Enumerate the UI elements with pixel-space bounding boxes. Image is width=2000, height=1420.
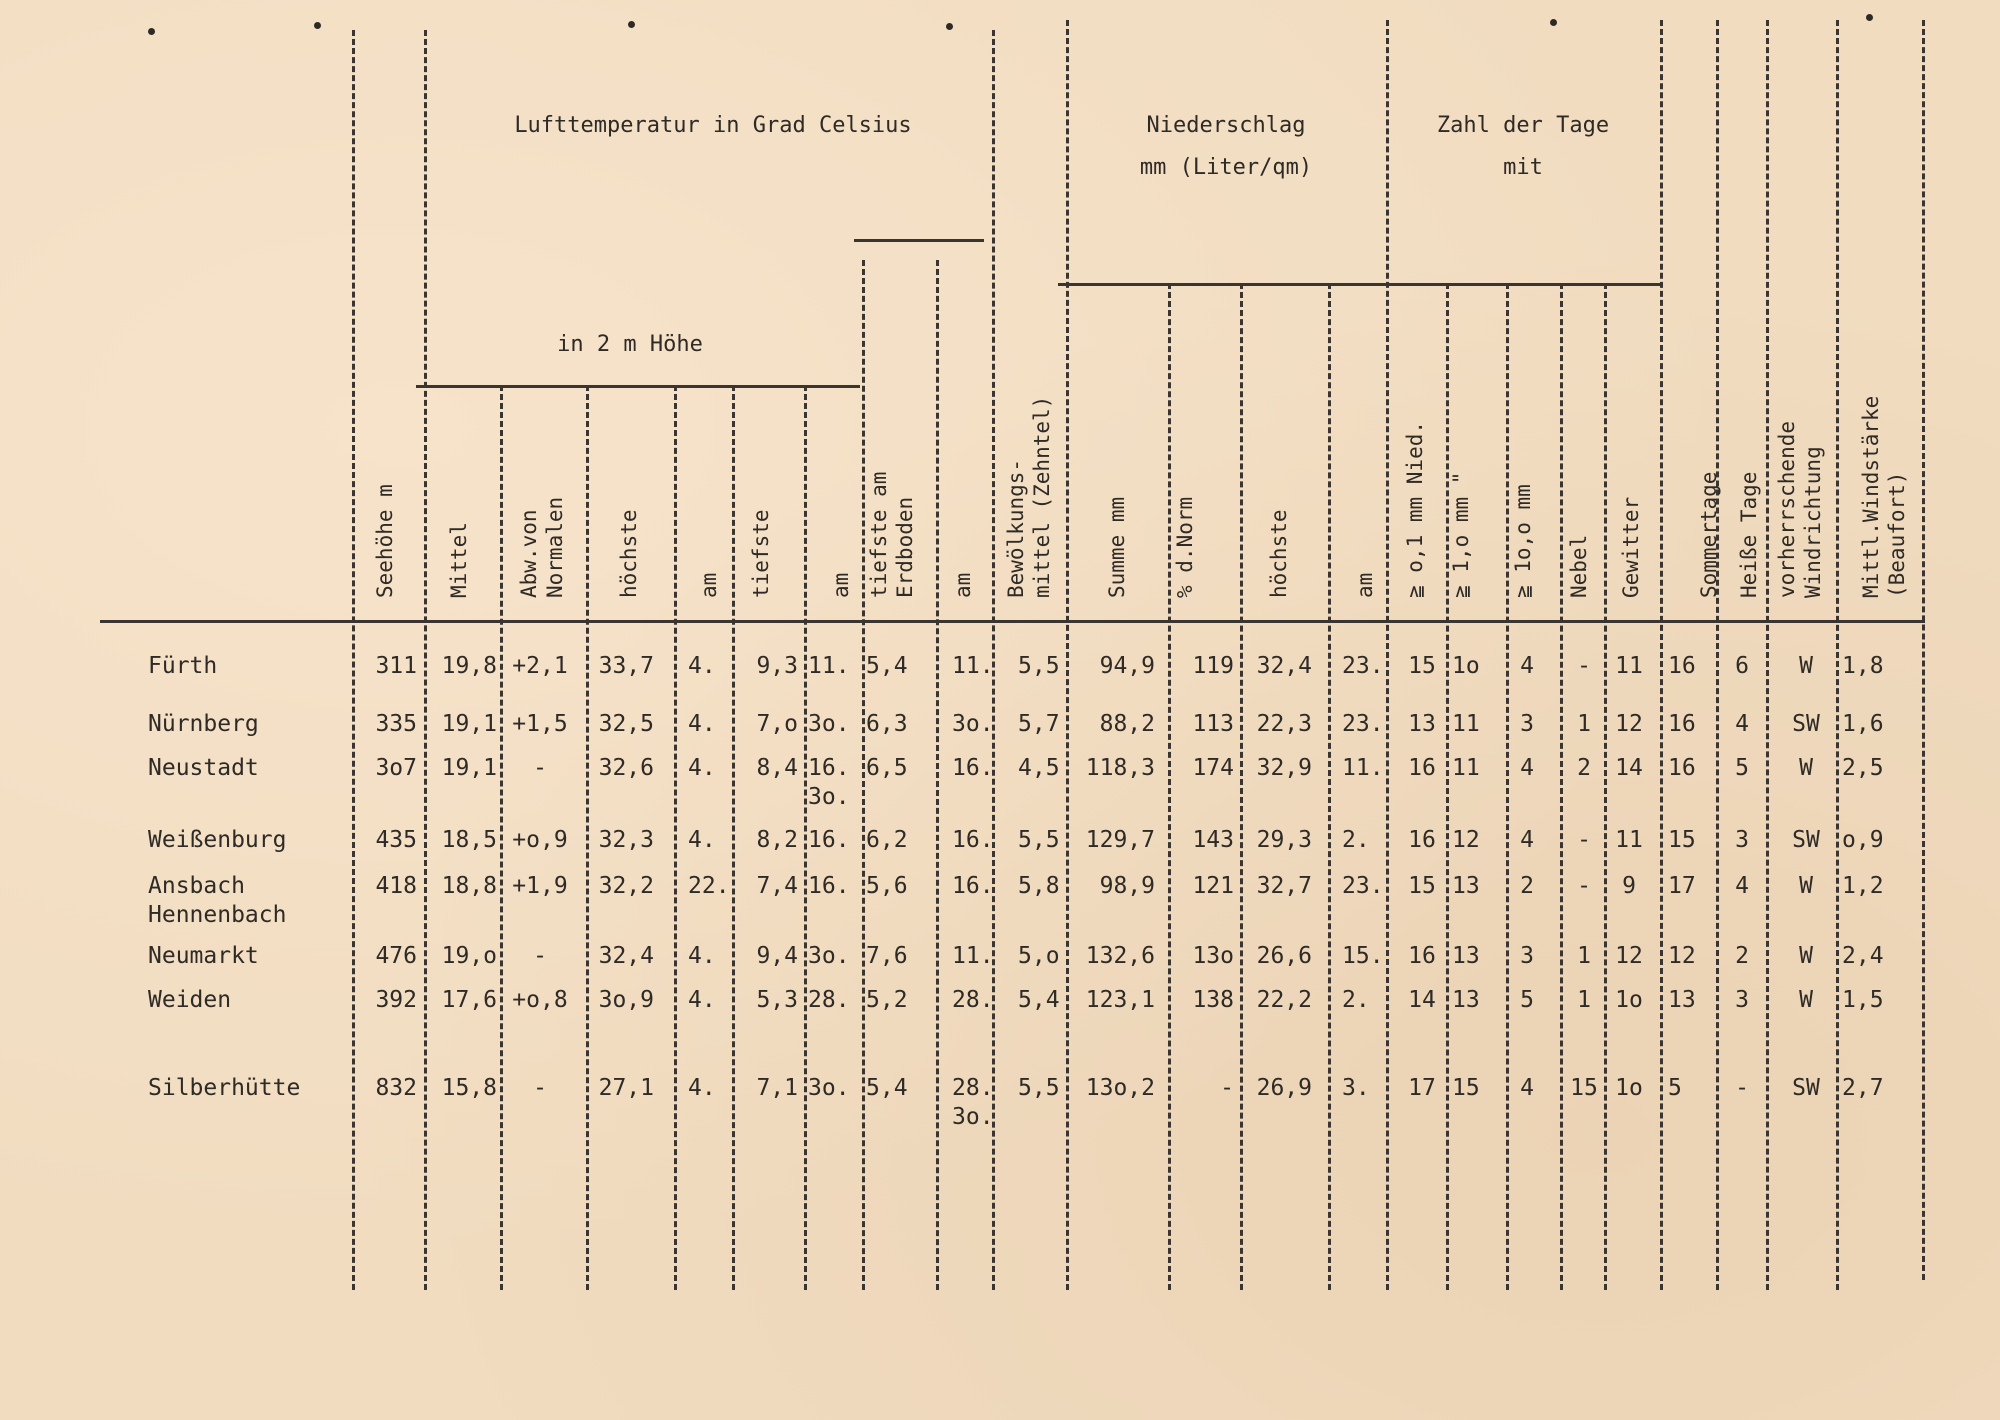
column-rule: [352, 30, 355, 1290]
table-cell: 1o: [1452, 653, 1480, 679]
table-cell: 174: [1192, 755, 1234, 781]
table-cell: 16: [1668, 711, 1696, 737]
table-cell: 5,o: [1018, 943, 1060, 969]
table-cell: 6: [1735, 653, 1749, 679]
table-cell: +o,8: [512, 987, 568, 1013]
table-cell: 119: [1192, 653, 1234, 679]
table-cell: -: [1220, 1075, 1234, 1101]
table-cell: 13: [1452, 943, 1480, 969]
table-cell: 7,6: [866, 943, 908, 969]
table-cell: 4: [1520, 827, 1534, 853]
table-cell: 3: [1735, 987, 1749, 1013]
column-rule: [1328, 283, 1331, 1290]
table-cell: 13o: [1192, 943, 1234, 969]
table-cell: 1,8: [1842, 653, 1884, 679]
table-cell: 3o.: [808, 711, 850, 737]
table-cell: 6,5: [866, 755, 908, 781]
table-cell: 16: [1408, 827, 1436, 853]
table-cell: 5: [1668, 1075, 1682, 1101]
column-header-label: Bewölkungs-: [1004, 458, 1028, 598]
ink-dot: [148, 28, 155, 35]
column-header-label: am: [829, 572, 853, 598]
table-cell: 5,2: [866, 987, 908, 1013]
table-cell: 12: [1452, 827, 1480, 853]
column-header-label: vorherrschende: [1775, 420, 1799, 598]
column-rule: [1766, 20, 1769, 1290]
table-cell: 13: [1668, 987, 1696, 1013]
station-name-line: Neustadt: [148, 755, 259, 781]
table-cell: 17,6: [441, 987, 497, 1013]
station-name-line: Hennenbach: [148, 902, 287, 928]
column-rule: [1066, 20, 1069, 1290]
table-cell: 311: [375, 653, 417, 679]
table-cell: 19,8: [441, 653, 497, 679]
erdboden-rule: [854, 239, 984, 242]
table-cell: 5,7: [1018, 711, 1060, 737]
table-cell: 138: [1192, 987, 1234, 1013]
column-header-label: (Beaufort): [1885, 471, 1909, 598]
column-header-label: tiefste am: [867, 471, 891, 598]
column-header-label: am: [1353, 572, 1377, 598]
table-cell: 13: [1408, 711, 1436, 737]
table-cell: -: [1577, 827, 1591, 853]
station-name-line: Neumarkt: [148, 943, 259, 969]
group-header-niederschlag: Niederschlag: [1146, 113, 1306, 138]
station-name: [148, 942, 259, 971]
column-header-label: Mittl.Windstärke: [1859, 395, 1883, 598]
table-cell: 5,4: [866, 1075, 908, 1101]
column-rule: [804, 385, 807, 1290]
table-cell: 15: [1570, 1075, 1598, 1101]
table-cell: 98,9: [1099, 873, 1155, 899]
table-cell: 18,5: [441, 827, 497, 853]
table-cell: 4: [1520, 653, 1534, 679]
column-rule: [674, 385, 677, 1290]
hoehe-rule: [416, 385, 860, 388]
table-cell: 113: [1192, 711, 1234, 737]
column-header-label: mittel (Zehntel): [1030, 395, 1054, 598]
table-cell: 5,4: [1018, 987, 1060, 1013]
table-cell: 16. 3o.: [808, 755, 850, 810]
table-cell: 32,9: [1256, 755, 1312, 781]
column-header-label: Normalen: [543, 496, 567, 598]
station-name: [148, 710, 259, 739]
table-cell: 4: [1520, 755, 1534, 781]
table-cell: 26,6: [1256, 943, 1312, 969]
column-header-label: Seehöhe m: [373, 484, 397, 598]
table-cell: 16.: [808, 873, 850, 899]
table-cell: 1,6: [1842, 711, 1884, 737]
table-cell: 8,2: [756, 827, 798, 853]
table-cell: 9,3: [756, 653, 798, 679]
table-cell: 32,5: [598, 711, 654, 737]
station-name: [148, 986, 231, 1015]
table-cell: 4: [1735, 873, 1749, 899]
table-cell: 3: [1520, 943, 1534, 969]
table-cell: 28.: [808, 987, 850, 1013]
table-cell: 6,2: [866, 827, 908, 853]
table-cell: 32,6: [598, 755, 654, 781]
table-cell: 335: [375, 711, 417, 737]
table-cell: 4: [1735, 711, 1749, 737]
table-cell: 7,1: [756, 1075, 798, 1101]
column-rule: [1922, 20, 1925, 1280]
table-cell: 13: [1452, 873, 1480, 899]
column-header-label: Mittel: [447, 522, 471, 598]
table-cell: 7,o: [756, 711, 798, 737]
table-cell: 14: [1408, 987, 1436, 1013]
column-header-label: % d.Norm: [1173, 496, 1197, 598]
table-cell: 4.: [688, 711, 716, 737]
table-cell: 22,3: [1256, 711, 1312, 737]
table-cell: 1: [1577, 943, 1591, 969]
column-header-label: am: [697, 572, 721, 598]
column-rule: [1836, 20, 1839, 1290]
table-cell: 88,2: [1099, 711, 1155, 737]
table-cell: 1,2: [1842, 873, 1884, 899]
column-rule: [1716, 20, 1719, 1290]
table-cell: 1o: [1615, 987, 1643, 1013]
column-header-label: Abw.von: [517, 509, 541, 598]
table-cell: W: [1799, 755, 1813, 781]
group-header-hoehe: in 2 m Höhe: [557, 332, 703, 357]
table-cell: 11.: [952, 943, 994, 969]
column-header-label: Windrichtung: [1801, 446, 1825, 598]
table-cell: 5,5: [1018, 827, 1060, 853]
table-cell: 29,3: [1256, 827, 1312, 853]
table-cell: 8,4: [756, 755, 798, 781]
table-cell: 4: [1520, 1075, 1534, 1101]
table-cell: -: [533, 755, 547, 781]
column-rule: [1386, 20, 1389, 1290]
table-cell: 418: [375, 873, 417, 899]
table-cell: 1: [1577, 987, 1591, 1013]
column-rule: [500, 385, 503, 1290]
table-cell: 13o,2: [1085, 1075, 1155, 1101]
table-cell: 2: [1520, 873, 1534, 899]
table-cell: 32,3: [598, 827, 654, 853]
table-cell: 14: [1615, 755, 1643, 781]
column-rule: [732, 385, 735, 1290]
table-cell: 15: [1668, 827, 1696, 853]
column-rule: [1660, 20, 1663, 1290]
column-rule: [1168, 283, 1171, 1290]
table-cell: 26,9: [1256, 1075, 1312, 1101]
station-name-line: Nürnberg: [148, 711, 259, 737]
table-cell: 28.: [952, 987, 994, 1013]
table-cell: 4.: [688, 827, 716, 853]
table-cell: 4.: [688, 943, 716, 969]
table-cell: 1o: [1615, 1075, 1643, 1101]
table-cell: 15.: [1342, 943, 1384, 969]
table-cell: W: [1799, 943, 1813, 969]
table-cell: 123,1: [1085, 987, 1155, 1013]
table-cell: 1: [1577, 711, 1591, 737]
table-cell: 16: [1408, 755, 1436, 781]
table-cell: 23.: [1342, 653, 1384, 679]
station-name: [148, 754, 259, 783]
table-cell: 33,7: [598, 653, 654, 679]
table-cell: 12: [1615, 943, 1643, 969]
station-name: [148, 652, 217, 681]
table-cell: 17: [1668, 873, 1696, 899]
group-header-tage: Zahl der Tage: [1436, 113, 1610, 138]
table-cell: 129,7: [1085, 827, 1155, 853]
column-header-label: tiefste: [749, 509, 773, 598]
table-cell: 5,5: [1018, 653, 1060, 679]
table-cell: 16.: [952, 827, 994, 853]
table-cell: 2.: [1342, 827, 1370, 853]
table-cell: 19,1: [441, 755, 497, 781]
table-cell: 5,3: [756, 987, 798, 1013]
station-name-line: Weißenburg: [148, 827, 287, 853]
table-cell: 392: [375, 987, 417, 1013]
table-cell: 118,3: [1085, 755, 1155, 781]
table-cell: 18,8: [441, 873, 497, 899]
table-cell: 15,8: [441, 1075, 497, 1101]
table-cell: 5,4: [866, 653, 908, 679]
table-cell: 28. 3o.: [952, 1075, 994, 1130]
table-cell: 143: [1192, 827, 1234, 853]
table-cell: -: [1577, 873, 1591, 899]
table-cell: 32,4: [598, 943, 654, 969]
table-cell: 3o,9: [598, 987, 654, 1013]
table-cell: 22,2: [1256, 987, 1312, 1013]
table-cell: 4.: [688, 653, 716, 679]
table-cell: 476: [375, 943, 417, 969]
table-cell: 435: [375, 827, 417, 853]
column-header-label: ≧ o,1 mm Nied.: [1403, 420, 1427, 598]
table-cell: 11: [1452, 711, 1480, 737]
column-rule: [862, 260, 865, 1290]
column-header-label: höchste: [617, 509, 641, 598]
table-cell: 13: [1452, 987, 1480, 1013]
table-cell: 11: [1615, 653, 1643, 679]
table-cell: o,9: [1842, 827, 1884, 853]
table-cell: 16.: [808, 827, 850, 853]
table-cell: 7,4: [756, 873, 798, 899]
table-cell: 11.: [952, 653, 994, 679]
table-cell: 12: [1668, 943, 1696, 969]
ink-dot: [946, 23, 953, 30]
table-cell: 11.: [1342, 755, 1384, 781]
ink-dot: [1866, 14, 1873, 21]
station-name: [148, 1074, 300, 1103]
column-header-label: höchste: [1267, 509, 1291, 598]
table-cell: 16: [1668, 653, 1696, 679]
table-cell: +o,9: [512, 827, 568, 853]
column-rule: [1506, 283, 1509, 1290]
column-header-label: Nebel: [1567, 534, 1591, 598]
table-cell: 9,4: [756, 943, 798, 969]
table-cell: 11.: [808, 653, 850, 679]
table-cell: 12: [1615, 711, 1643, 737]
table-cell: 11: [1452, 755, 1480, 781]
table-cell: 2,4: [1842, 943, 1884, 969]
station-name: [148, 872, 286, 930]
table-cell: 2: [1577, 755, 1591, 781]
table-cell: 3o.: [952, 711, 994, 737]
table-cell: 4.: [688, 987, 716, 1013]
table-cell: 3.: [1342, 1075, 1370, 1101]
group-header-tage-mit: mit: [1503, 155, 1543, 180]
table-cell: 2: [1735, 943, 1749, 969]
table-cell: 15: [1452, 1075, 1480, 1101]
station-name: [148, 826, 286, 855]
table-cell: 22.: [688, 873, 730, 899]
table-cell: 5: [1735, 755, 1749, 781]
table-cell: W: [1799, 987, 1813, 1013]
table-cell: 5: [1520, 987, 1534, 1013]
table-cell: 17: [1408, 1075, 1436, 1101]
table-cell: 19,o: [441, 943, 497, 969]
column-header-label: Erdboden: [893, 496, 917, 598]
table-cell: 2,5: [1842, 755, 1884, 781]
table-cell: W: [1799, 873, 1813, 899]
table-cell: 4.: [688, 755, 716, 781]
table-cell: 11: [1615, 827, 1643, 853]
table-cell: 3: [1735, 827, 1749, 853]
table-cell: SW: [1792, 711, 1820, 737]
table-cell: 32,4: [1256, 653, 1312, 679]
table-cell: 3o7: [375, 755, 417, 781]
table-cell: 6,3: [866, 711, 908, 737]
table-cell: 3: [1520, 711, 1534, 737]
table-cell: 15: [1408, 873, 1436, 899]
table-cell: -: [1735, 1075, 1749, 1101]
table-cell: 32,2: [598, 873, 654, 899]
table-cell: 1,5: [1842, 987, 1884, 1013]
station-name-line: Ansbach: [148, 873, 245, 899]
table-cell: 16.: [952, 873, 994, 899]
station-name-line: Silberhütte: [148, 1075, 301, 1101]
table-cell: 2,7: [1842, 1075, 1884, 1101]
table-cell: 4.: [688, 1075, 716, 1101]
table-cell: 16: [1408, 943, 1436, 969]
table-cell: SW: [1792, 1075, 1820, 1101]
table-cell: 4,5: [1018, 755, 1060, 781]
column-header-label: ≧ 1,o mm ": [1449, 471, 1473, 598]
column-rule: [1560, 283, 1563, 1290]
table-cell: W: [1799, 653, 1813, 679]
column-rule: [1604, 283, 1607, 1290]
table-cell: 5,6: [866, 873, 908, 899]
table-cell: 3o.: [808, 1075, 850, 1101]
table-cell: -: [533, 1075, 547, 1101]
group-header-niederschlag-unit: mm (Liter/qm): [1139, 155, 1313, 180]
table-cell: 121: [1192, 873, 1234, 899]
ink-dot: [314, 22, 321, 29]
ink-dot: [628, 21, 635, 28]
table-cell: +2,1: [512, 653, 568, 679]
table-cell: +1,9: [512, 873, 568, 899]
table-cell: 23.: [1342, 873, 1384, 899]
table-cell: -: [1577, 653, 1591, 679]
column-rule: [1240, 283, 1243, 1290]
column-header-label: ≧ 1o,o mm: [1511, 484, 1535, 598]
niederschlag-rule: [1058, 283, 1662, 286]
table-cell: 832: [375, 1075, 417, 1101]
table-cell: 27,1: [598, 1075, 654, 1101]
table-cell: 5,5: [1018, 1075, 1060, 1101]
column-header-label: Sommertage: [1697, 471, 1721, 598]
table-cell: 16: [1668, 755, 1696, 781]
table-cell: 94,9: [1099, 653, 1155, 679]
table-cell: 5,8: [1018, 873, 1060, 899]
column-header-label: Summe mm: [1105, 496, 1129, 598]
table-cell: 19,1: [441, 711, 497, 737]
table-cell: 32,7: [1256, 873, 1312, 899]
table-cell: 16.: [952, 755, 994, 781]
column-header-label: Gewitter: [1619, 496, 1643, 598]
column-header-label: Heiße Tage: [1737, 471, 1761, 598]
table-cell: 15: [1408, 653, 1436, 679]
column-rule: [1446, 283, 1449, 1290]
table-cell: 132,6: [1085, 943, 1155, 969]
table-cell: 2.: [1342, 987, 1370, 1013]
station-name-line: Weiden: [148, 987, 232, 1013]
ink-dot: [1550, 19, 1557, 26]
station-name-line: Fürth: [148, 653, 218, 679]
header-bottom-rule: [100, 620, 1925, 623]
table-cell: 3o.: [808, 943, 850, 969]
table-cell: SW: [1792, 827, 1820, 853]
group-header-lufttemperatur: Lufttemperatur in Grad Celsius: [514, 113, 912, 138]
table-cell: -: [533, 943, 547, 969]
table-cell: +1,5: [512, 711, 568, 737]
column-header-label: am: [951, 572, 975, 598]
table-cell: 23.: [1342, 711, 1384, 737]
table-cell: 9: [1622, 873, 1636, 899]
